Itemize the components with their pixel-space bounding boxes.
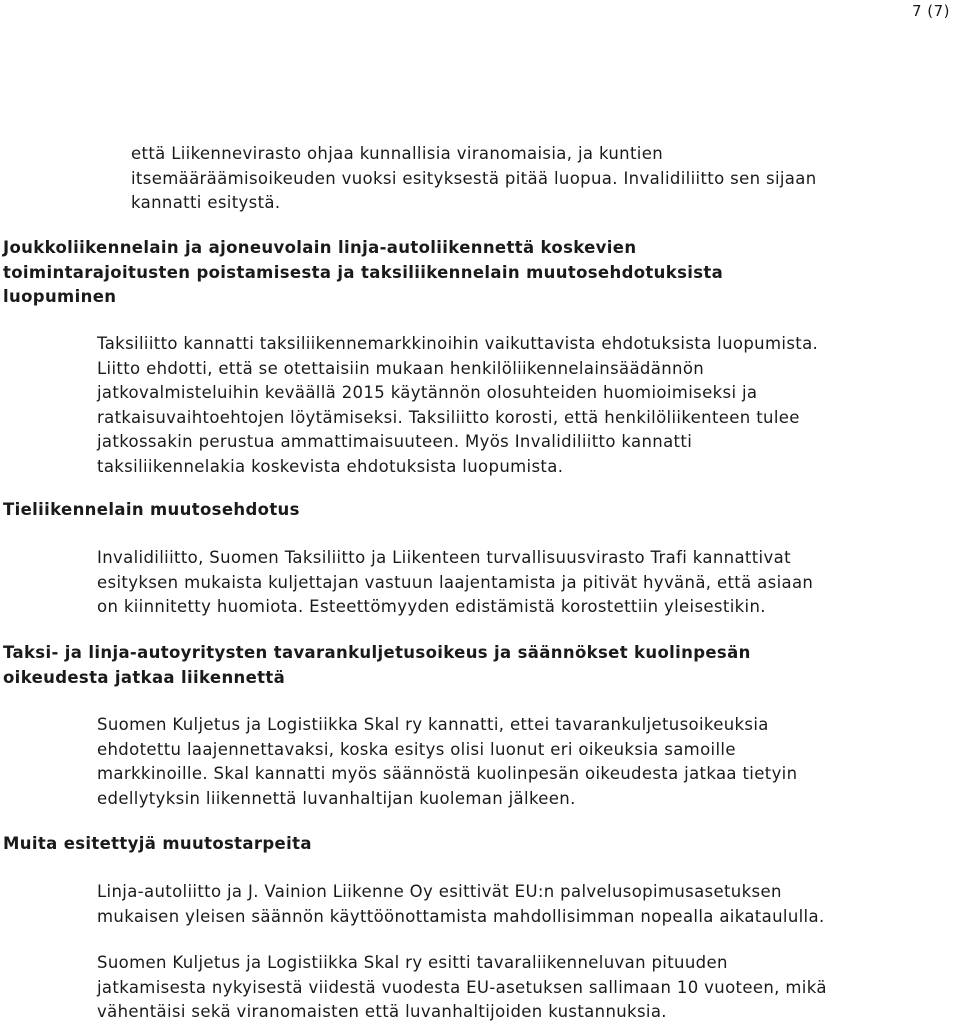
paragraph-line: Taksiliitto kannatti taksiliikennemarkkinoihin vaikuttavista ehdotuksista luopumista. <box>97 334 819 353</box>
paragraph-line: jatkovalmisteluihin keväällä 2015 käytännön olosuhteiden huomioimiseksi ja <box>97 383 758 402</box>
section-paragraph <box>97 332 818 479</box>
section-paragraph <box>97 880 825 929</box>
section-heading-tieliikennelaki <box>3 498 300 523</box>
heading-line: toimintarajoitusten poistamisesta ja taksiliikennelain muutosehdotuksista <box>3 262 724 282</box>
paragraph-line: Invalidiliitto, Suomen Taksiliitto ja Liikenteen turvallisuusvirasto Trafi kannattivat <box>97 548 791 567</box>
paragraph-line: Suomen Kuljetus ja Logistiikka Skal ry esitti tavaraliikenneluvan pituuden <box>97 953 728 972</box>
paragraph-line: esityksen mukaista kuljettajan vastuun laajentamista ja pitivät hyvänä, että asiaan <box>97 572 814 592</box>
section-paragraph <box>97 713 797 811</box>
paragraph-line: jatkossakin perustua ammattimaisuuteen. Myös Invalidiliitto kannatti <box>97 432 693 451</box>
paragraph-line: ratkaisuvaihtoehtojen löytämiseksi. Taksiliitto korosti, että henkilöliikenteen tulee <box>97 407 800 427</box>
section-heading-tavarankuljetusoikeus <box>3 641 751 690</box>
paragraph-line: on kiinnitetty huomiota. Esteettömyyden edistämistä korostettiin yleisestikin. <box>97 597 766 616</box>
section-heading-joukkoliikennelaki <box>3 236 723 310</box>
paragraph-line: vähentäisi sekä viranomaisten että luvanhaltijoiden kustannuksia. <box>97 1002 667 1021</box>
heading-line: Tieliikennelain muutosehdotus <box>3 500 300 519</box>
paragraph-line: edellytyksin liikennettä luvanhaltijan kuoleman jälkeen. <box>97 788 576 808</box>
heading-line: Joukkoliikennelain ja ajoneuvolain linja-autoliikennettä koskevien <box>3 238 637 257</box>
paragraph-line: kannatti esitystä. <box>131 193 281 212</box>
intro-paragraph <box>131 142 817 216</box>
paragraph-line: ehdotettu laajennettavaksi, koska esitys olisi luonut eri oikeuksia samoille <box>97 739 736 759</box>
page-number: 7 (7) <box>911 2 950 20</box>
paragraph-line: markkinoille. Skal kannatti myös säännöstä kuolinpesän oikeudesta jatkaa tietyin <box>97 764 798 783</box>
paragraph-line: että Liikennevirasto ohjaa kunnallisia viranomaisia, ja kuntien <box>131 144 664 163</box>
heading-line: oikeudesta jatkaa liikennettä <box>3 667 286 687</box>
paragraph-line: Suomen Kuljetus ja Logistiikka Skal ry kannatti, ettei tavarankuljetusoikeuksia <box>97 715 769 734</box>
paragraph-line: Linja-autoliitto ja J. Vainion Liikenne Oy esittivät EU:n palvelusopimusasetuksen <box>97 882 782 901</box>
heading-line: luopuminen <box>3 287 117 306</box>
section-paragraph <box>97 951 827 1025</box>
paragraph-line: taksiliikennelakia koskevista ehdotuksista luopumista. <box>97 456 564 476</box>
heading-line: Muita esitettyjä muutostarpeita <box>3 834 312 853</box>
paragraph-line: itsemääräämisoikeuden vuoksi esityksestä pitää luopua. Invalidiliitto sen sijaan <box>131 168 817 188</box>
paragraph-line: jatkamisesta nykyisestä viidestä vuodesta EU-asetuksen sallimaan 10 vuoteen, mikä <box>97 977 827 997</box>
section-heading-muutostarpeita <box>3 832 312 857</box>
paragraph-line: Liitto ehdotti, että se otettaisiin mukaan henkilöliikennelainsäädännön <box>97 358 705 378</box>
paragraph-line: mukaisen yleisen säännön käyttöönottamista mahdollisimman nopealla aikataululla. <box>97 906 825 926</box>
heading-line: Taksi- ja linja-autoyritysten tavarankuljetusoikeus ja säännökset kuolinpesän <box>3 643 751 662</box>
section-paragraph <box>97 546 813 620</box>
